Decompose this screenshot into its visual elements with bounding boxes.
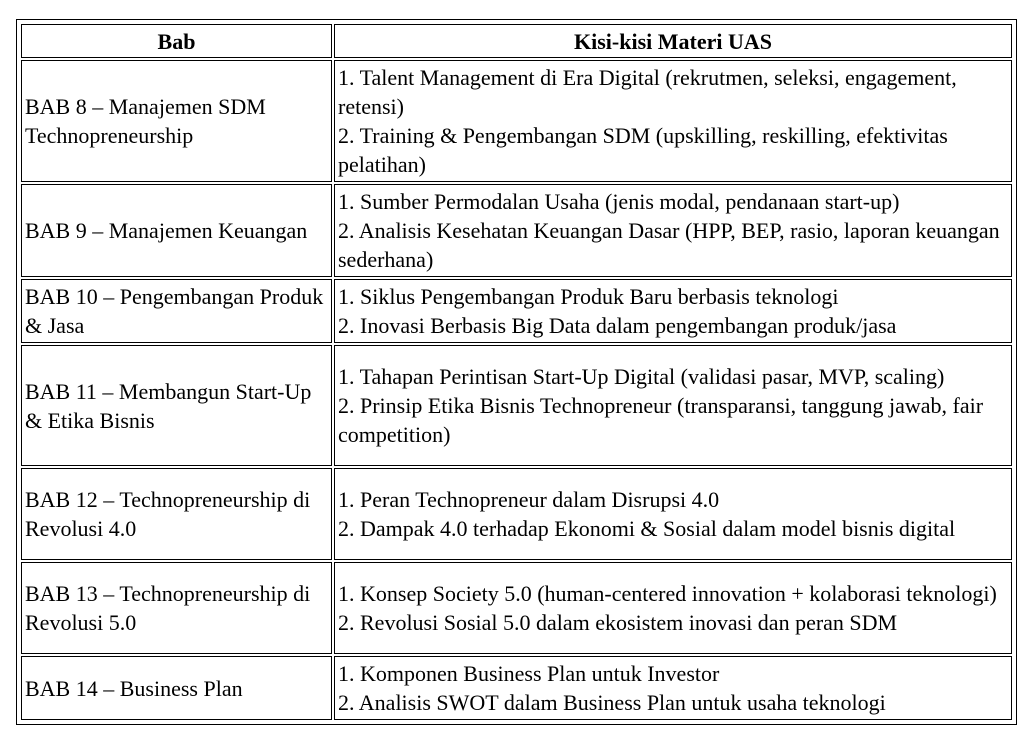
table-row — [21, 184, 1012, 277]
bab-cell: BAB 13 – Technopreneurship di Revolusi 5.0 — [21, 562, 332, 654]
bab-cell: BAB 10 – Pengembangan Produk & Jasa — [21, 279, 332, 343]
materi-item: 2. Analisis SWOT dalam Business Plan untuk usaha teknologi — [338, 690, 886, 715]
bab-cell: BAB 9 – Manajemen Keuangan — [21, 184, 332, 277]
header-row — [21, 24, 1012, 58]
bab-cell: BAB 14 – Business Plan — [21, 656, 332, 720]
materi-item: 2. Analisis Kesehatan Keuangan Dasar (HPP, BEP, rasio, laporan keuangan sederhana) — [338, 218, 1000, 272]
bab-cell: BAB 8 – Manajemen SDM Technopreneurship — [21, 60, 332, 182]
materi-item: 2. Revolusi Sosial 5.0 dalam ekosistem inovasi dan peran SDM — [338, 610, 898, 635]
table-row — [21, 60, 1012, 182]
materi-cell — [334, 656, 1012, 720]
materi-item: 1. Siklus Pengembangan Produk Baru berbasis teknologi — [338, 284, 839, 309]
bab-cell: BAB 12 – Technopreneurship di Revolusi 4.0 — [21, 468, 332, 560]
materi-cell — [334, 562, 1012, 654]
materi-cell — [334, 345, 1012, 466]
materi-item: 1. Talent Management di Era Digital (rekrutmen, seleksi, engagement, retensi) — [338, 65, 957, 119]
table-row — [21, 345, 1012, 466]
materi-item: 2. Dampak 4.0 terhadap Ekonomi & Sosial dalam model bisnis digital — [338, 516, 956, 541]
table-row — [21, 562, 1012, 654]
table-row — [21, 468, 1012, 560]
materi-item: 1. Tahapan Perintisan Start-Up Digital (validasi pasar, MVP, scaling) — [338, 364, 945, 389]
materi-item: 1. Peran Technopreneur dalam Disrupsi 4.0 — [338, 487, 720, 512]
materi-cell — [334, 279, 1012, 343]
table-row — [21, 656, 1012, 720]
materi-item: 2. Inovasi Berbasis Big Data dalam pengembangan produk/jasa — [338, 313, 897, 338]
materi-cell — [334, 60, 1012, 182]
table-row — [21, 279, 1012, 343]
materi-item: 2. Training & Pengembangan SDM (upskilling, reskilling, efektivitas pelatihan) — [338, 123, 948, 177]
materi-item: 1. Konsep Society 5.0 (human-centered innovation + kolaborasi teknologi) — [338, 581, 997, 606]
materi-item: 2. Prinsip Etika Bisnis Technopreneur (transparansi, tanggung jawab, fair competition) — [338, 393, 984, 447]
bab-cell: BAB 11 – Membangun Start-Up & Etika Bisnis — [21, 345, 332, 466]
materi-item: 1. Komponen Business Plan untuk Investor — [338, 661, 720, 686]
materi-item: 1. Sumber Permodalan Usaha (jenis modal, pendanaan start-up) — [338, 189, 900, 214]
materi-cell — [334, 184, 1012, 277]
materi-cell — [334, 468, 1012, 560]
uas-material-table — [16, 19, 1017, 725]
table — [19, 22, 1014, 722]
header-bab: Bab — [21, 24, 332, 58]
header-materi: Kisi-kisi Materi UAS — [334, 24, 1012, 58]
